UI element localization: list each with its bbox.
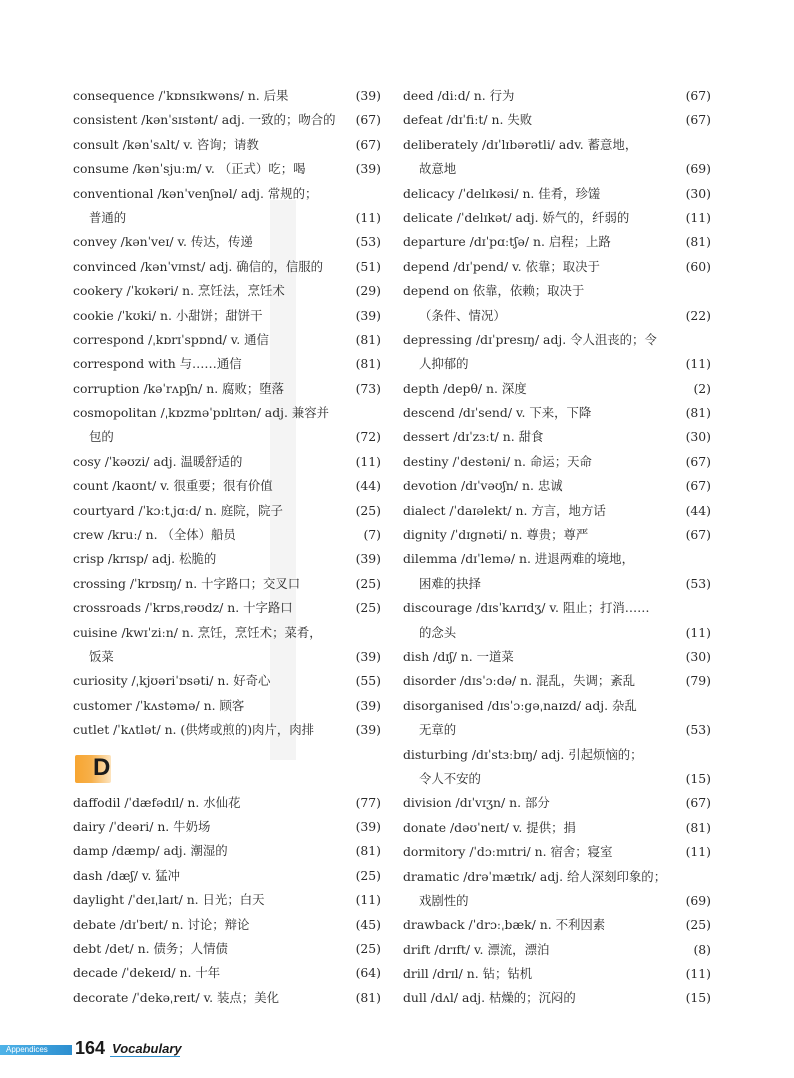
vocab-entry-text: disturbing /dɪˈstɜːbɪŋ/ adj. 引起烦恼的；	[403, 746, 643, 762]
vocab-entry-text: cookie /ˈkʊki/ n. 小甜饼；甜饼干	[73, 307, 263, 323]
vocab-entry-page-ref: (39)	[355, 722, 381, 738]
vocab-entry-text: debate /dɪˈbeɪt/ n. 讨论；辩论	[73, 916, 250, 932]
vocab-entry-text: customer /ˈkʌstəmə/ n. 顾客	[73, 697, 245, 713]
vocab-entry-page-ref: (53)	[685, 575, 711, 591]
vocab-entry-page-ref: (39)	[355, 307, 381, 323]
vocab-entry-text: decorate /ˈdekəˌreɪt/ v. 装点；美化	[73, 989, 279, 1005]
vocab-entry-page-ref: (72)	[355, 429, 381, 445]
vocab-entry-text: dramatic /drəˈmætɪk/ adj. 给人深刻印象的；	[403, 868, 667, 884]
vocab-entry-text: convinced /kənˈvɪnst/ adj. 确信的，信服的	[73, 258, 324, 274]
vocab-entry-text: 故意地	[419, 161, 457, 177]
vocab-entry	[73, 377, 385, 401]
vocab-entry	[403, 523, 715, 547]
vocab-entry-page-ref: (11)	[685, 209, 711, 225]
vocab-entry	[73, 499, 385, 523]
vocab-entry-text: convey /kənˈveɪ/ v. 传达，传递	[73, 234, 253, 250]
vocab-entry-text: cosmopolitan /ˌkɒzməˈpɒlɪtən/ adj. 兼容并	[73, 405, 330, 421]
vocab-entry-continuation	[403, 621, 715, 645]
vocab-entry-page-ref: (67)	[685, 112, 711, 128]
vocab-entry-continuation	[73, 206, 385, 230]
vocab-entry	[403, 669, 715, 693]
vocab-entry-page-ref: (11)	[685, 624, 711, 640]
vocab-entry	[403, 133, 715, 157]
vocab-entry-page-ref: (67)	[685, 453, 711, 469]
vocab-entry	[403, 255, 715, 279]
vocab-entry-text: dormitory /ˈdɔːmɪtri/ n. 宿舍；寝室	[403, 844, 613, 860]
vocab-entry	[73, 621, 385, 645]
vocab-entry-page-ref: (81)	[685, 234, 711, 250]
vocab-entry-page-ref: (39)	[355, 551, 381, 567]
page-number: 164	[75, 1038, 106, 1058]
vocab-entry-text: devotion /dɪˈvəʊʃn/ n. 忠诚	[403, 478, 563, 494]
vocab-entry	[73, 474, 385, 498]
vocab-entry-page-ref: (60)	[685, 258, 711, 274]
vocab-entry	[73, 304, 385, 328]
vocab-entry-text: division /dɪˈvɪʒn/ n. 部分	[403, 795, 550, 811]
vocab-entry-page-ref: (79)	[685, 673, 711, 689]
vocab-entry	[73, 596, 385, 620]
vocab-entry-page-ref: (25)	[685, 917, 711, 933]
vocab-entry-page-ref: (45)	[355, 916, 381, 932]
vocab-entry-text: 人抑郁的	[419, 356, 469, 372]
vocab-entry-text: dialect /ˈdaɪəlekt/ n. 方言，地方话	[403, 502, 606, 518]
vocab-entry	[73, 961, 385, 985]
vocab-entry-page-ref: (15)	[685, 770, 711, 786]
vocab-entry-text: dairy /ˈdeəri/ n. 牛奶场	[73, 818, 211, 834]
vocab-entry-page-ref: (55)	[355, 673, 381, 689]
vocab-entry-page-ref: (73)	[355, 380, 381, 396]
vocab-entry-text: crossroads /ˈkrɒsˌrəʊdz/ n. 十字路口	[73, 600, 293, 616]
vocab-entry-text: debt /det/ n. 债务；人情债	[73, 940, 228, 956]
vocab-entry-page-ref: (25)	[355, 502, 381, 518]
vocab-entry	[403, 499, 715, 523]
vocab-entry	[403, 986, 715, 1010]
vocab-entry-page-ref: (81)	[685, 405, 711, 421]
vocab-entry-text: depend on 依靠，依赖；取决于	[403, 283, 585, 299]
vocab-entry-page-ref: (11)	[355, 209, 381, 225]
vocab-entry	[73, 913, 385, 937]
vocab-entry	[73, 157, 385, 181]
vocab-entry-text: curiosity /ˌkjʊəriˈɒsəti/ n. 好奇心	[73, 673, 271, 689]
vocab-list-c	[73, 84, 385, 743]
vocab-entry	[73, 572, 385, 596]
vocab-entry-page-ref: (30)	[685, 185, 711, 201]
vocab-entry	[73, 401, 385, 425]
vocab-entry-text: disorder /dɪsˈɔːdə/ n. 混乱，失调；紊乱	[403, 673, 636, 689]
vocab-entry-page-ref: (51)	[355, 258, 381, 274]
vocab-entry	[73, 791, 385, 815]
vocab-entry-text: consistent /kənˈsɪstənt/ adj. 一致的；吻合的	[73, 112, 336, 128]
page-footer	[0, 1038, 794, 1058]
vocab-entry-text: 包的	[89, 429, 114, 445]
section-letter-heading	[73, 749, 385, 789]
vocab-entry-text: depth /depθ/ n. 深度	[403, 380, 527, 396]
vocab-entry-text: crisp /krɪsp/ adj. 松脆的	[73, 551, 217, 567]
vocab-entry-text: cookery /ˈkʊkəri/ n. 烹饪法，烹饪术	[73, 283, 285, 299]
vocab-entry-text: deed /diːd/ n. 行为	[403, 88, 515, 103]
footer-title: Vocabulary	[112, 1041, 182, 1056]
vocab-entry	[403, 694, 715, 718]
vocab-entry-text: descend /dɪˈsend/ v. 下来，下降	[403, 405, 592, 421]
vocab-entry-page-ref: (39)	[355, 88, 381, 103]
vocab-entry-page-ref: (11)	[685, 844, 711, 860]
vocab-entry-continuation	[403, 889, 715, 913]
vocab-entry-text: dash /dæʃ/ v. 猛冲	[73, 867, 181, 883]
vocab-entry-page-ref: (39)	[355, 697, 381, 713]
vocab-entry-continuation	[73, 425, 385, 449]
vocab-entry	[403, 108, 715, 132]
vocab-entry	[73, 815, 385, 839]
vocab-entry-page-ref: (64)	[355, 965, 381, 981]
vocab-entry	[73, 328, 385, 352]
vocab-entry	[73, 84, 385, 108]
vocab-entry	[73, 694, 385, 718]
vocab-entry	[73, 108, 385, 132]
vocab-entry-page-ref: (11)	[685, 966, 711, 982]
footer-rule	[110, 1056, 180, 1057]
vocab-entry	[403, 645, 715, 669]
vocab-entry-text: dignity /ˈdɪgnəti/ n. 尊贵；尊严	[403, 527, 589, 543]
vocab-entry-page-ref: (25)	[355, 575, 381, 591]
vocab-entry	[73, 986, 385, 1010]
vocab-entry	[73, 450, 385, 474]
vocab-entry	[403, 791, 715, 815]
section-letter: D	[93, 753, 111, 781]
vocab-entry-text: drawback /ˈdrɔːˌbæk/ n. 不利因素	[403, 917, 606, 933]
vocab-entry	[403, 840, 715, 864]
vocab-entry	[403, 279, 715, 303]
vocab-entry	[403, 377, 715, 401]
vocab-entry-page-ref: (15)	[685, 990, 711, 1006]
vocab-entry-text: dilemma /dɪˈlemə/ n. 进退两难的境地，	[403, 551, 634, 567]
vocab-entry	[73, 718, 385, 742]
vocab-entry	[73, 230, 385, 254]
vocab-entry-text: courtyard /ˈkɔːtˌjɑːd/ n. 庭院，院子	[73, 502, 283, 518]
vocab-entry	[73, 133, 385, 157]
vocab-entry-continuation	[403, 718, 715, 742]
footer-section-label: Appendices	[6, 1045, 48, 1054]
vocab-entry-text: depressing /dɪˈpresɪŋ/ adj. 令人沮丧的；令	[403, 331, 657, 347]
vocab-entry	[73, 352, 385, 376]
vocab-entry-page-ref: (44)	[685, 502, 711, 518]
vocab-entry-page-ref: (67)	[685, 795, 711, 811]
vocab-entry	[73, 888, 385, 912]
vocab-entry-text: cosy /ˈkəʊzi/ adj. 温暖舒适的	[73, 453, 243, 469]
vocab-entry-continuation	[73, 645, 385, 669]
vocab-entry	[403, 962, 715, 986]
vocab-entry	[403, 474, 715, 498]
vocab-entry-page-ref: (30)	[685, 648, 711, 664]
vocab-entry	[73, 839, 385, 863]
vocab-entry-text: correspond /ˌkɒrɪˈspɒnd/ v. 通信	[73, 331, 269, 347]
vocab-entry-text: daffodil /ˈdæfədɪl/ n. 水仙花	[73, 794, 241, 810]
vocab-entry-text: departure /dɪˈpɑːtʃə/ n. 启程；上路	[403, 234, 611, 250]
vocab-entry	[73, 547, 385, 571]
vocab-entry-text: dessert /dɪˈzɜːt/ n. 甜食	[403, 429, 544, 445]
right-column	[403, 84, 715, 1011]
vocab-entry-text: 戏剧性的	[419, 892, 469, 908]
vocab-entry-text: destiny /ˈdestəni/ n. 命运；天命	[403, 453, 592, 469]
vocab-entry	[403, 230, 715, 254]
vocab-entry	[73, 669, 385, 693]
vocab-entry-text: damp /dæmp/ adj. 潮湿的	[73, 843, 228, 859]
vocab-entry-text: consume /kənˈsjuːm/ v. （正式）吃；喝	[73, 161, 306, 177]
vocab-entry	[403, 450, 715, 474]
vocab-entry-page-ref: (81)	[355, 989, 381, 1005]
vocab-entry-text: 无章的	[419, 722, 457, 738]
vocab-entry-page-ref: (11)	[355, 892, 381, 908]
vocab-entry	[73, 523, 385, 547]
vocab-entry	[403, 938, 715, 962]
vocab-entry-page-ref: (30)	[685, 429, 711, 445]
vocab-entry-text: 的念头	[419, 624, 457, 640]
vocab-entry-continuation	[403, 572, 715, 596]
vocab-entry-text: 令人不安的	[419, 770, 481, 786]
vocab-entry-page-ref: (29)	[355, 283, 381, 299]
vocab-entry-page-ref: (2)	[693, 380, 711, 396]
vocab-entry-page-ref: (81)	[685, 819, 711, 835]
vocab-entry-text: dish /dɪʃ/ n. 一道菜	[403, 648, 514, 664]
vocab-entry-page-ref: (81)	[355, 843, 381, 859]
vocab-entry	[73, 182, 385, 206]
vocab-entry-page-ref: (11)	[685, 356, 711, 372]
vocab-entry-text: discourage /dɪsˈkʌrɪdʒ/ v. 阻止；打消……	[403, 600, 650, 616]
vocab-entry-page-ref: (53)	[355, 234, 381, 250]
vocab-entry-text: dull /dʌl/ adj. 枯燥的；沉闷的	[403, 990, 576, 1006]
vocab-entry-page-ref: (25)	[355, 940, 381, 956]
vocab-entry	[403, 328, 715, 352]
vocab-entry-text: drill /drɪl/ n. 钻；钻机	[403, 966, 533, 982]
vocab-entry	[73, 279, 385, 303]
vocab-entry-page-ref: (39)	[355, 648, 381, 664]
vocab-entry-page-ref: (67)	[685, 478, 711, 494]
vocab-entry-text: correspond with 与……通信	[73, 356, 242, 372]
vocab-entry	[403, 401, 715, 425]
vocab-entry-text: count /kaʊnt/ v. 很重要；很有价值	[73, 478, 273, 494]
vocab-entry-text: depend /dɪˈpend/ v. 依靠；取决于	[403, 258, 600, 274]
vocab-entry-text: cutlet /ˈkʌtlət/ n. (供烤或煎的)肉片，肉排	[73, 722, 315, 738]
vocab-entry-page-ref: (67)	[685, 88, 711, 103]
vocab-entry-text: conventional /kənˈvenʃnəl/ adj. 常规的；	[73, 185, 318, 201]
vocab-entry-text: （条件、情况）	[419, 307, 506, 323]
vocab-entry-page-ref: (44)	[355, 478, 381, 494]
vocab-entry-page-ref: (25)	[355, 600, 381, 616]
vocab-entry-text: daylight /ˈdeɪˌlaɪt/ n. 日光；白天	[73, 892, 265, 908]
vocab-entry-page-ref: (53)	[685, 722, 711, 738]
vocab-entry-page-ref: (8)	[693, 941, 711, 957]
vocab-entry	[403, 865, 715, 889]
vocab-entry-text: defeat /dɪˈfiːt/ n. 失败	[403, 112, 533, 128]
vocab-entry-text: consequence /ˈkɒnsɪkwəns/ n. 后果	[73, 88, 289, 103]
vocab-entry-continuation	[403, 352, 715, 376]
vocab-entry-text: 困难的抉择	[419, 575, 481, 591]
vocab-entry	[403, 743, 715, 767]
vocab-entry-page-ref: (67)	[355, 136, 381, 152]
vocab-entry	[403, 547, 715, 571]
vocab-list-d-continued	[403, 84, 715, 1011]
vocab-entry-text: drift /drɪft/ v. 漂流，漂泊	[403, 941, 550, 957]
vocab-entry	[403, 206, 715, 230]
vocab-entry-page-ref: (11)	[355, 453, 381, 469]
vocab-entry	[73, 255, 385, 279]
vocab-entry-page-ref: (25)	[355, 867, 381, 883]
vocab-entry-text: crew /kruː/ n. （全体）船员	[73, 527, 236, 543]
vocab-entry-text: delicacy /ˈdelɪkəsi/ n. 佳肴，珍馐	[403, 185, 601, 201]
vocab-entry-page-ref: (22)	[685, 307, 711, 323]
vocab-entry-text: 普通的	[89, 209, 127, 225]
vocab-entry-text: consult /kənˈsʌlt/ v. 咨询；请教	[73, 136, 259, 152]
vocab-entry-text: corruption /kəˈrʌpʃn/ n. 腐败；堕落	[73, 380, 285, 396]
vocab-entry-page-ref: (69)	[685, 161, 711, 177]
vocab-entry-continuation	[403, 767, 715, 791]
vocab-entry-text: deliberately /dɪˈlɪbərətli/ adv. 蓄意地，	[403, 136, 638, 152]
vocab-entry-page-ref: (81)	[355, 331, 381, 347]
vocab-entry	[73, 864, 385, 888]
vocab-entry	[403, 425, 715, 449]
vocab-entry-text: 饭菜	[89, 648, 114, 664]
vocab-entry	[403, 816, 715, 840]
vocab-entry-text: decade /ˈdekeɪd/ n. 十年	[73, 965, 221, 981]
vocab-entry-continuation	[403, 157, 715, 181]
vocab-entry-page-ref: (69)	[685, 892, 711, 908]
vocab-entry-page-ref: (39)	[355, 818, 381, 834]
vocab-entry	[403, 913, 715, 937]
vocab-list-d	[73, 791, 385, 1011]
vocab-entry-page-ref: (39)	[355, 161, 381, 177]
vocab-entry-text: donate /dəʊˈneɪt/ v. 提供；捐	[403, 819, 576, 835]
vocab-entry-page-ref: (81)	[355, 356, 381, 372]
vocab-entry-text: crossing /ˈkrɒsɪŋ/ n. 十字路口；交叉口	[73, 575, 301, 591]
vocab-entry	[73, 937, 385, 961]
vocab-entry-text: cuisine /kwɪˈziːn/ n. 烹饪，烹饪术；菜肴，	[73, 624, 322, 640]
vocab-entry	[403, 182, 715, 206]
vocab-entry-page-ref: (77)	[355, 794, 381, 810]
vocab-entry	[403, 596, 715, 620]
vocab-entry	[403, 84, 715, 108]
vocab-entry-text: delicate /ˈdelɪkət/ adj. 娇气的，纤弱的	[403, 209, 630, 225]
vocab-entry-page-ref: (67)	[355, 112, 381, 128]
vocab-entry-continuation	[403, 304, 715, 328]
left-column	[73, 84, 385, 1010]
vocab-entry-page-ref: (7)	[363, 527, 381, 543]
vocab-entry-text: disorganised /dɪsˈɔːgəˌnaɪzd/ adj. 杂乱	[403, 697, 637, 713]
vocab-entry-page-ref: (67)	[685, 527, 711, 543]
